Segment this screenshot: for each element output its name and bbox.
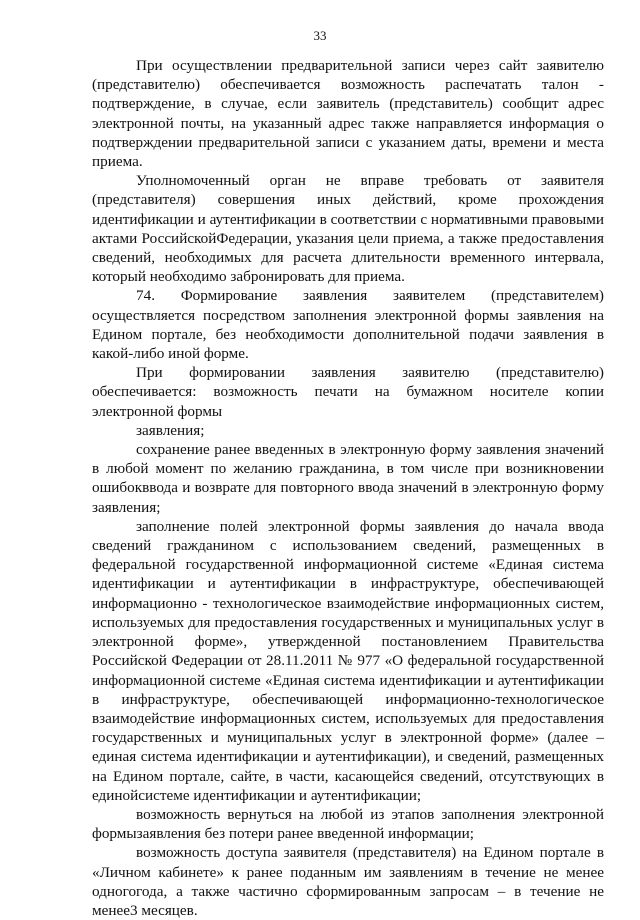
paragraph-return-to-step: возможность вернуться на любой из этапов заполнения электронной формызаявления без потери ранее введенной информации; [92,805,604,843]
paragraph-appointment-confirmation: При осуществлении предварительной записи через сайт заявителю (представителю) обеспечивается возможность распечатать талон - подтверждение, в случае, если заявитель (представитель) сообщит адрес электронной почты, на указанный адрес также направляется информация о подтверждении предварительной записи с указанием даты, времени и места приема. [92,57,604,171]
paragraph-saving-values: сохранение ранее введенных в электронную форму заявления значений в любой момент по желанию гражданина, в том числе при возникновении ошибокввода и возврате для повторного ввода значений в электронную форму заявления; [92,441,604,516]
paragraph-form-continuation: заявления; [136,421,205,439]
paragraph-authority-restrictions: Уполномоченный орган не вправе требовать от заявителя (представителя) совершения иных действий, кроме прохождения идентификации и аутентификации в соответствии с нормативными правовыми актами РоссийскойФедерации, указания цели приема, а также предоставления сведений, необходимых для расчета длительности временного интервала, который необходимо забронировать для приема. [92,172,604,286]
paragraph-item-74: 74. Формирование заявления заявителем (представителем) осуществляется посредством заполнения электронной формы заявления на Едином портале, без необходимости дополнительной подачи заявления в какой-либо иной форме. [92,287,604,363]
document-body [92,56,604,920]
paragraph-form-capabilities: При формировании заявления заявителю (представителю) обеспечивается: возможность печати на бумажном носителе копии электронной формы [92,364,604,420]
page-number: 33 [313,28,327,43]
paragraph-prefill-fields: заполнение полей электронной формы заявления до начала ввода сведений гражданином с использованием сведений, размещенных в федеральной государственной информационной системе «Единая система идентификации и аутентификации в инфраструктуре, обеспечивающей информационно - технологическое взаимодействие информационных систем, используемых для предоставления государственных и муниципальных услуг в электронной форме», утвержденной постановлением Правительства Российской Федерации от 28.11.2011 № 977 «О федеральной государственной информационной системе «Единая система идентификации и аутентификации в инфраструктуре, обеспечивающей информационно-технологическое взаимодействие информационных систем, используемых для предоставления государственных и муниципальных услуг в электронной форме» (далее – единая система идентификации и аутентификации), и сведений, размещенных на Едином портале, сайте, в части, касающейся сведений, отсутствующих в единойсистеме идентификации и аутентификации; [92,517,604,804]
paragraph-personal-cabinet-access: возможность доступа заявителя (представителя) на Едином портале в «Личном кабинете» к ранее поданным им заявлениям в течение не менее одногогода, а также частично сформированным запросам – в течение не менее3 месяцев. [92,844,604,919]
